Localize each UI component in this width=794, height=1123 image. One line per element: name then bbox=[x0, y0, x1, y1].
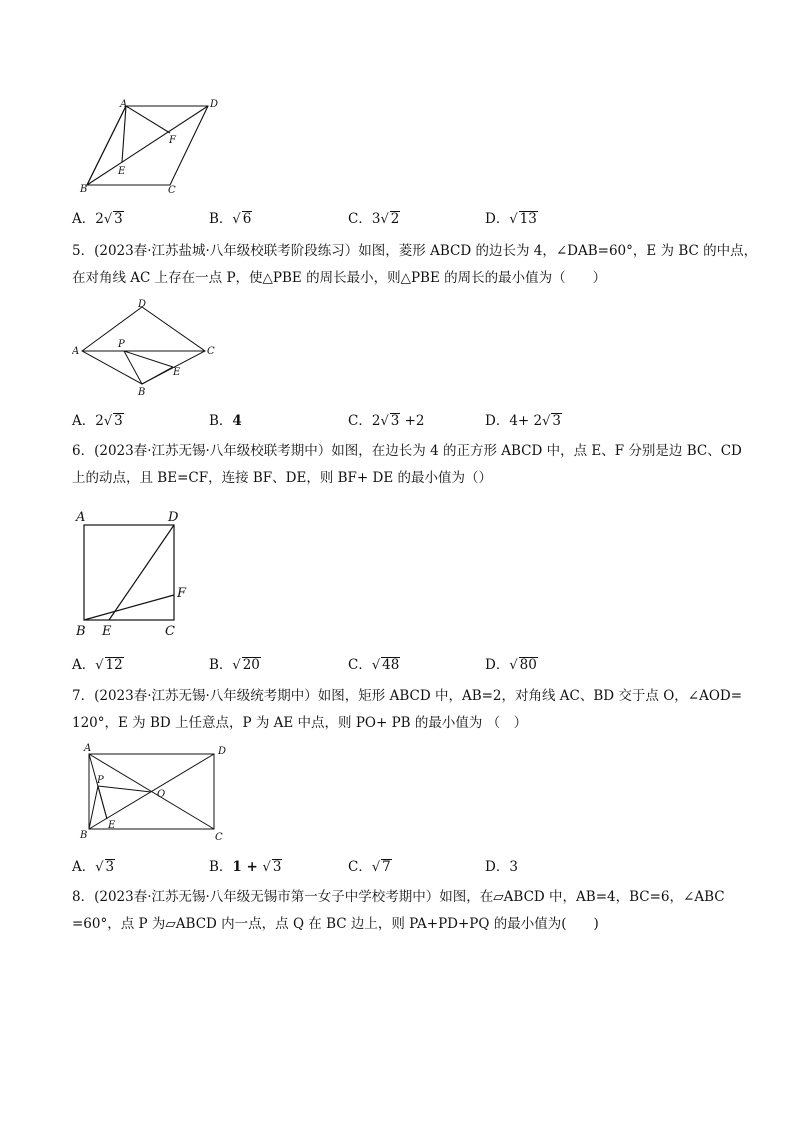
label-F: F bbox=[169, 135, 176, 146]
q5-option-c[interactable]: C．2√ 3 +2 bbox=[348, 413, 425, 429]
figure-q6-square bbox=[72, 505, 202, 644]
q7-option-d[interactable]: D．3 bbox=[485, 859, 518, 875]
question-6 bbox=[72, 438, 742, 492]
q8-line-1: 8．(2023春·江苏无锡·八年级无锡市第一女子中学校考期中）如图，在▱ABCD 中，AB=4，BC=6，∠ABC bbox=[72, 889, 725, 905]
q7-line-1: 7．(2023春·江苏无锡·八年级统考期中）如图，矩形 ABCD 中，AB=2，对角线 AC、BD 交于点 O，∠AOD= bbox=[72, 688, 743, 704]
q5-option-d[interactable]: D．4+ 2√ 3 bbox=[485, 413, 561, 429]
q7-line-2: 120°，E 为 BD 上任意点，P 为 AE 中点，则 PO+ PB 的最小值为 （ ） bbox=[72, 715, 528, 731]
q4-option-a[interactable]: A．2√ 3 bbox=[72, 211, 123, 227]
q4-option-c[interactable]: C．3√ 2 bbox=[348, 211, 400, 227]
label-A: A bbox=[76, 510, 86, 525]
label-C: C bbox=[168, 185, 176, 196]
q7-option-b[interactable]: B．1 + √ 3 bbox=[209, 859, 282, 875]
figure-q5-rhombus bbox=[72, 297, 222, 401]
label-F: F bbox=[177, 586, 187, 601]
label-B: B bbox=[80, 184, 88, 195]
q4-option-d[interactable]: D．√ 13 bbox=[485, 211, 537, 227]
label-A: A bbox=[120, 99, 128, 110]
q5-line-2: 在对角线 AC 上存在一点 P，使△PBE 的周长最小，则△PBE 的周长的最小值为（ ） bbox=[72, 270, 607, 286]
label-A: A bbox=[84, 743, 92, 754]
label-C: C bbox=[165, 624, 175, 639]
label-E: E bbox=[108, 820, 116, 831]
label-E: E bbox=[118, 166, 126, 177]
label-B: B bbox=[138, 387, 146, 397]
label-B: B bbox=[76, 624, 86, 639]
q4-options bbox=[72, 207, 772, 227]
q7-option-c[interactable]: C．√ 7 bbox=[348, 859, 391, 875]
label-C: C bbox=[207, 346, 215, 357]
question-5 bbox=[72, 238, 758, 292]
q8-line-2: =60°，点 P 为▱ABCD 内一点，点 Q 在 BC 边上，则 PA+PD+PQ 的最小值为( ) bbox=[72, 916, 599, 932]
q6-line-1: 6．(2023春·江苏无锡·八年级校联考期中）如图，在边长为 4 的正方形 ABCD 中，点 E、F 分别是边 BC、CD bbox=[72, 443, 742, 459]
label-A: A bbox=[72, 346, 80, 357]
q5-option-a[interactable]: A．2√ 3 bbox=[72, 413, 123, 429]
label-D: D bbox=[138, 299, 147, 310]
question-7 bbox=[72, 683, 743, 737]
q5-line-1: 5．(2023春·江苏盐城·八年级校联考阶段练习）如图，菱形 ABCD 的边长为 4，∠DAB=60°，E 为 BC 的中点， bbox=[72, 243, 758, 259]
q6-options bbox=[72, 653, 772, 673]
q5-options bbox=[72, 409, 772, 429]
label-D: D bbox=[210, 99, 219, 110]
label-O: O bbox=[157, 789, 166, 800]
q5-option-b[interactable]: B．4 bbox=[209, 413, 242, 429]
label-P: P bbox=[118, 339, 125, 350]
label-D: D bbox=[168, 510, 179, 525]
label-C: C bbox=[215, 832, 223, 843]
q7-option-a[interactable]: A．√ 3 bbox=[72, 859, 115, 875]
q6-option-c[interactable]: C．√ 48 bbox=[348, 657, 400, 673]
label-D: D bbox=[218, 746, 227, 757]
q6-option-d[interactable]: D．√ 80 bbox=[485, 657, 537, 673]
q6-line-2: 上的动点，且 BE=CF，连接 BF、DE，则 BF+ DE 的最小值为（） bbox=[72, 470, 492, 486]
figure-q7-rectangle bbox=[72, 740, 237, 849]
q4-option-b[interactable]: B．√ 6 bbox=[209, 211, 252, 227]
label-E: E bbox=[102, 624, 112, 639]
figure-q4-parallelogram bbox=[72, 96, 232, 200]
q6-option-b[interactable]: B．√ 20 bbox=[209, 657, 260, 673]
question-8 bbox=[72, 884, 732, 938]
label-E: E bbox=[173, 367, 181, 378]
label-P: P bbox=[97, 775, 104, 786]
q6-option-a[interactable]: A．√ 12 bbox=[72, 657, 123, 673]
q7-options bbox=[72, 855, 772, 875]
label-B: B bbox=[80, 830, 88, 841]
